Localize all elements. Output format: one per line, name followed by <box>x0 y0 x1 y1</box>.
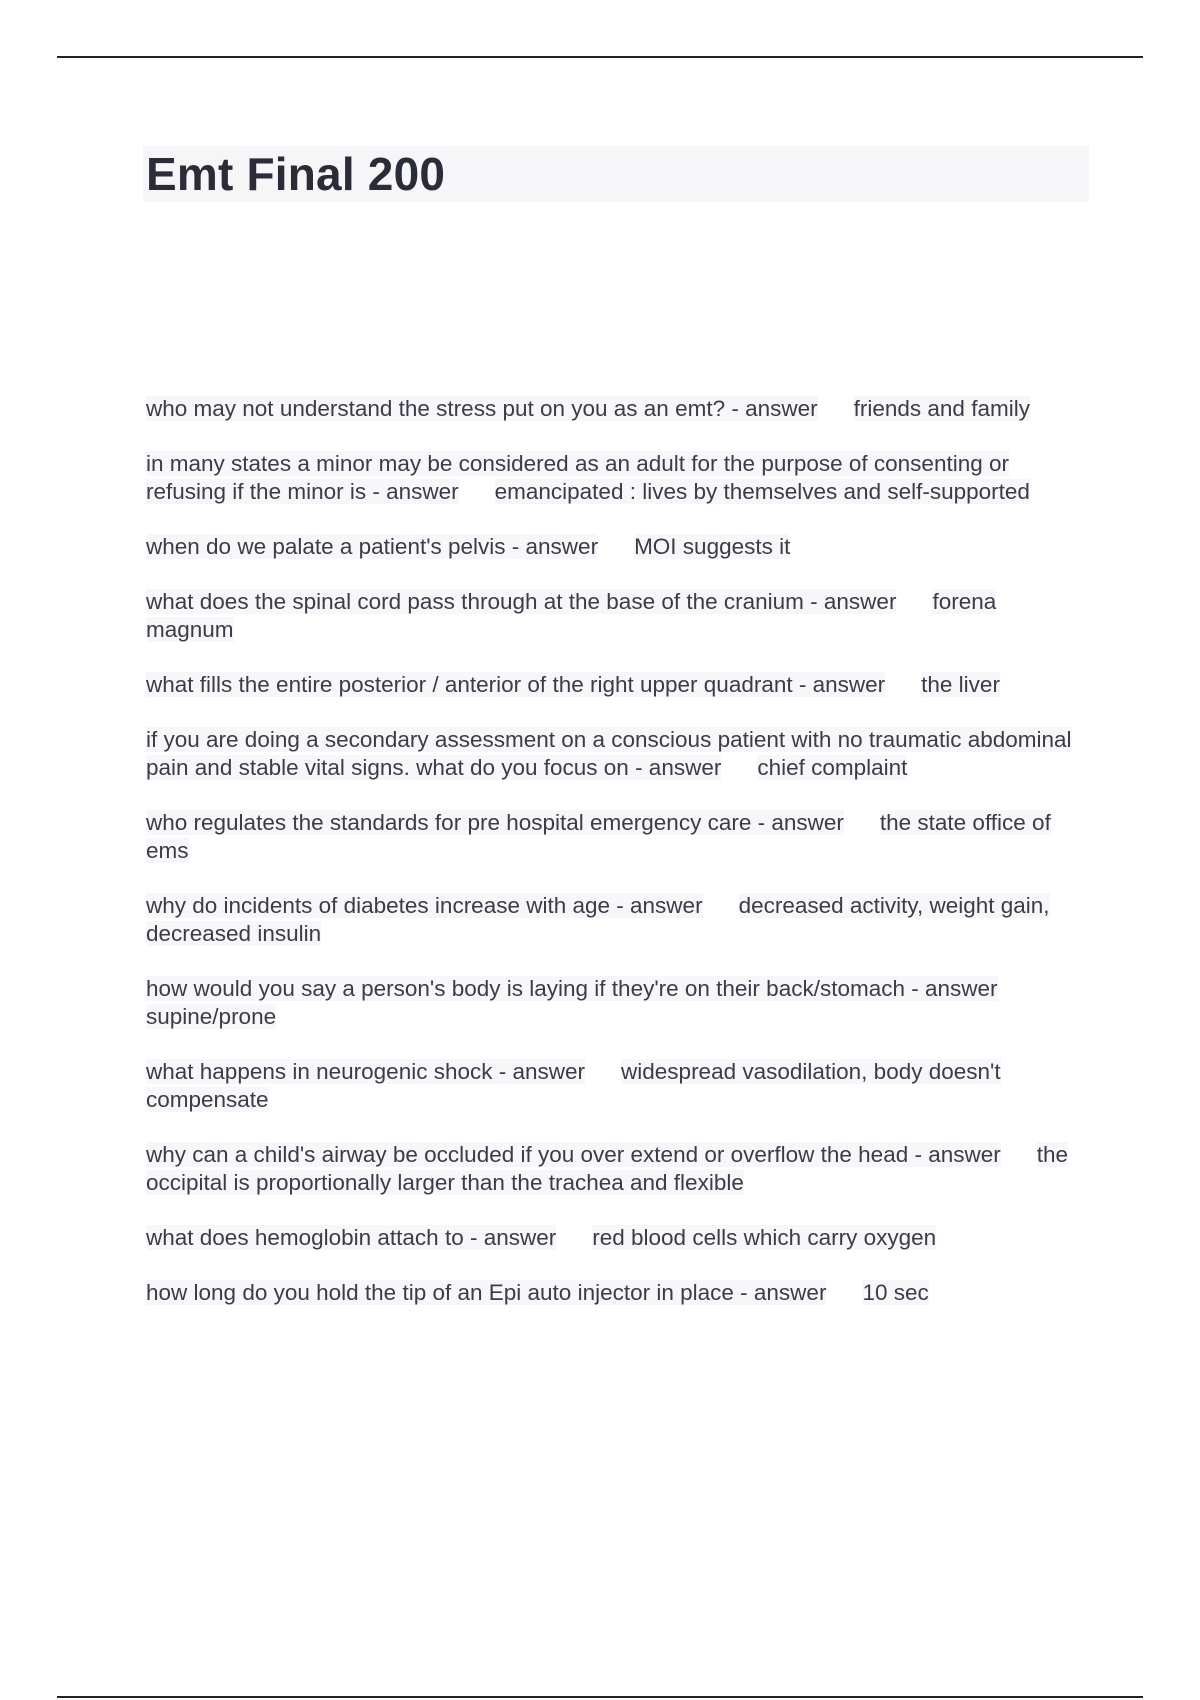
qa-item <box>146 450 1086 506</box>
answer-text: the occipital is proportionally larger than the trachea and flexible <box>146 1142 1069 1195</box>
qa-item <box>146 1058 1086 1114</box>
answer-text: chief complaint <box>757 755 908 780</box>
qa-item <box>146 809 1086 865</box>
answer-text: MOI suggests it <box>634 534 791 559</box>
question-text: why do incidents of diabetes increase with age <box>146 893 611 918</box>
answer-text: red blood cells which carry oxygen <box>592 1225 937 1250</box>
answer-separator: - answer <box>792 672 886 697</box>
answer-separator: - answer <box>628 755 722 780</box>
answer-separator: - answer <box>366 479 459 504</box>
answer-text: supine/prone <box>146 1004 277 1029</box>
top-rule <box>57 56 1143 58</box>
question-text: what does the spinal cord pass through at the base of the cranium <box>146 589 804 614</box>
answer-separator: - answer <box>610 893 703 918</box>
question-text: what fills the entire posterior / anterior of the right upper quadrant <box>146 672 793 697</box>
answer-separator: - answer <box>751 810 844 835</box>
answer-separator: - answer <box>905 976 998 1001</box>
answer-text: friends and family <box>853 396 1030 421</box>
answer-separator: - answer <box>463 1225 557 1250</box>
question-text: in many states a minor may be considered as an adult for the purpose of consenting or refusing if the minor is <box>146 451 1009 504</box>
answer-separator: - answer <box>725 396 818 421</box>
answer-text: 10 sec <box>862 1280 929 1305</box>
qa-item <box>146 1141 1086 1197</box>
answer-text: emancipated : lives by themselves and self-supported <box>494 479 1030 504</box>
answer-separator: - answer <box>492 1059 586 1084</box>
answer-separator: - answer <box>803 589 897 614</box>
qa-item <box>146 671 1086 699</box>
qa-item <box>146 975 1086 1031</box>
answer-text: the liver <box>921 672 1000 697</box>
qa-list <box>146 395 1086 1334</box>
qa-item <box>146 892 1086 948</box>
question-text: how would you say a person's body is laying if they're on their back/stomach <box>146 976 905 1001</box>
qa-item <box>146 588 1086 644</box>
answer-text: forena magnum <box>146 589 997 642</box>
question-text: if you are doing a secondary assessment on a conscious patient with no traumatic abdominal pain and stable vital signs. what do you focus on <box>146 727 1072 780</box>
document-title: Emt Final 200 <box>146 148 446 200</box>
bottom-rule <box>57 1696 1143 1698</box>
answer-separator: - answer <box>733 1280 827 1305</box>
question-text: who may not understand the stress put on you as an emt? <box>146 396 726 421</box>
qa-item <box>146 533 1086 561</box>
answer-separator: - answer <box>505 534 599 559</box>
question-text: who regulates the standards for pre hospital emergency care <box>146 810 752 835</box>
question-text: what happens in neurogenic shock <box>146 1059 493 1084</box>
question-text: when do we palate a patient's pelvis <box>146 534 506 559</box>
qa-item <box>146 726 1086 782</box>
answer-text: widespread vasodilation, body doesn't compensate <box>146 1059 1001 1112</box>
qa-item <box>146 395 1086 423</box>
answer-text: the state office of ems <box>146 810 1051 863</box>
qa-item <box>146 1279 1086 1307</box>
question-text: what does hemoglobin attach to <box>146 1225 464 1250</box>
answer-text: decreased activity, weight gain, decreased insulin <box>146 893 1050 946</box>
question-text: why can a child's airway be occluded if you over extend or overflow the head <box>146 1142 909 1167</box>
answer-separator: - answer <box>908 1142 1001 1167</box>
qa-item <box>146 1224 1086 1252</box>
question-text: how long do you hold the tip of an Epi auto injector in place <box>146 1280 734 1305</box>
